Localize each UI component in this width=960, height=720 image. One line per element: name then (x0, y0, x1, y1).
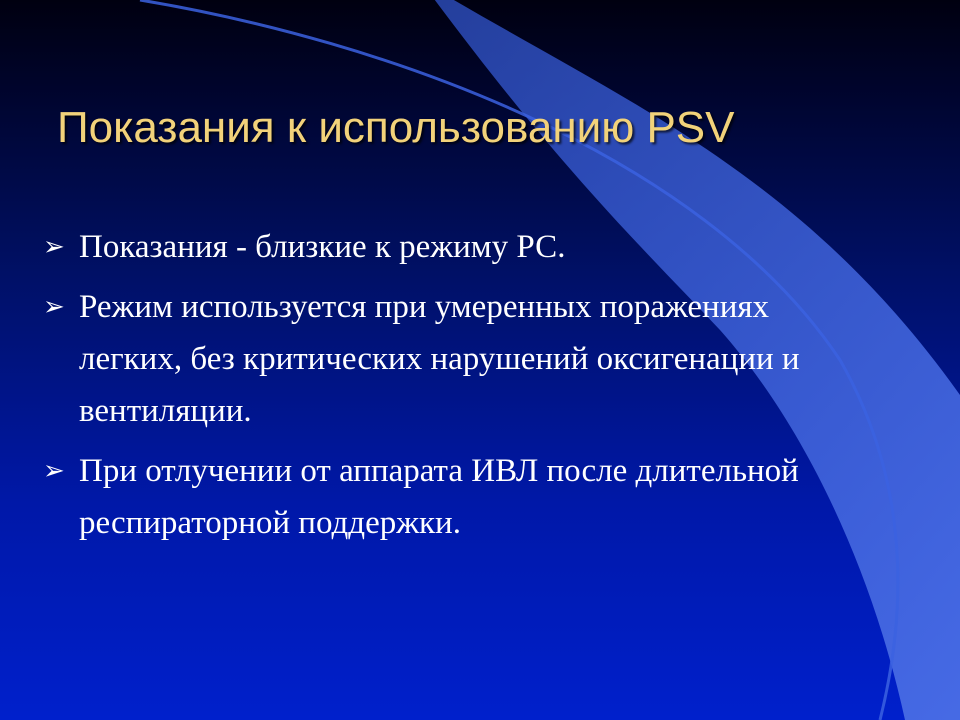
bullet-item-3 (43, 445, 803, 549)
slide-title: Показания к использованию PSV (57, 103, 735, 152)
bullet-list (43, 221, 803, 557)
bullet-item-1 (43, 221, 803, 273)
bullet-arrow-icon: ➢ (43, 232, 65, 261)
bullet-arrow-icon: ➢ (43, 292, 65, 321)
bullet-item-2 (43, 281, 803, 437)
bullet-text: Режим используется при умеренных поражениях легких, без критических нарушений оксигенации и вентиляции. (79, 289, 800, 429)
bullet-text: При отлучении от аппарата ИВЛ после длительной респираторной поддержки. (79, 453, 799, 541)
bullet-text: Показания - близкие к режиму РС. (79, 229, 566, 265)
bullet-arrow-icon: ➢ (43, 456, 65, 485)
